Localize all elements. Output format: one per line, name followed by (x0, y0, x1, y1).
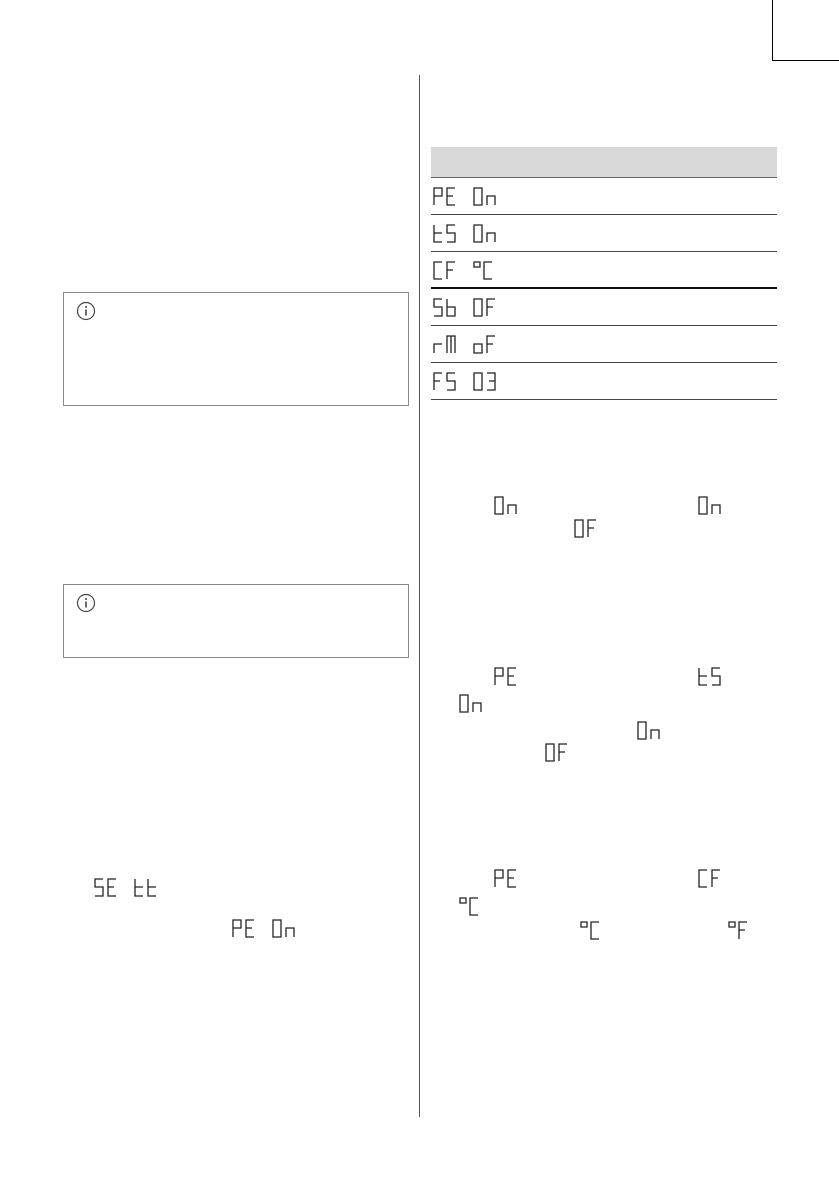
seg-pe (494, 667, 524, 687)
seg-code-rm-of (433, 335, 513, 355)
crop-mark-top (772, 0, 773, 60)
seg-pe-2 (494, 869, 524, 889)
table-row (431, 289, 777, 326)
seg-code-fs-03 (433, 372, 513, 392)
seg-unit-f (728, 921, 758, 941)
table-row (431, 326, 777, 363)
seg-sound-on-2 (698, 496, 728, 516)
seg-code-ts-on (433, 224, 513, 244)
seg-first-setting (232, 919, 302, 939)
seg-code-cf-c (433, 261, 513, 281)
table-row (431, 215, 777, 252)
info-icon (76, 301, 96, 321)
seg-ts (698, 667, 728, 687)
settings-table (431, 147, 777, 400)
seg-code-pe-on (433, 187, 513, 207)
seg-code-sb-of (433, 298, 513, 318)
table-row (431, 363, 777, 400)
table-row (431, 178, 777, 215)
seg-cf (698, 869, 728, 889)
seg-ts-off (545, 743, 575, 763)
table-header (431, 147, 777, 178)
seg-ts-on-2 (637, 721, 667, 741)
info-icon (76, 593, 96, 613)
seg-sound-on (494, 496, 524, 516)
info-note-1 (63, 292, 409, 406)
column-divider (419, 75, 420, 1117)
table-row (431, 252, 777, 289)
crop-mark-right (772, 60, 839, 61)
seg-cf-c (459, 897, 489, 917)
seg-ts-on (459, 694, 489, 714)
seg-unit-c (580, 921, 610, 941)
info-note-2 (63, 584, 409, 658)
seg-sound-off (574, 519, 604, 539)
seg-settings-display (94, 878, 164, 898)
